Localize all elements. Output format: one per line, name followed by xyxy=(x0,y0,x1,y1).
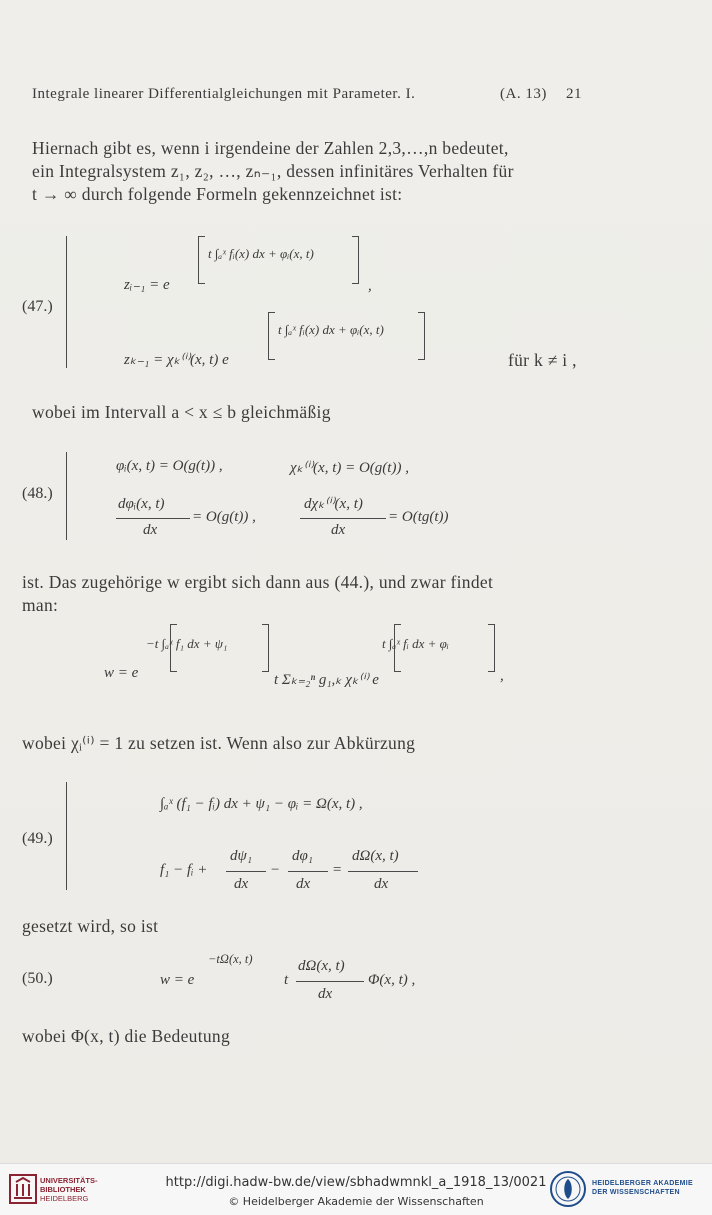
equation-50-fraction-bar xyxy=(296,981,364,982)
section-reference: (A. 13) xyxy=(500,86,547,102)
equation-50-rhs: Φ(x, t) , xyxy=(368,972,416,988)
equation-50-denominator: dx xyxy=(318,986,333,1002)
equation-48-label: (48.) xyxy=(22,485,53,502)
equation-48-fraction-1-numerator: dφᵢ(x, t) xyxy=(118,496,165,512)
equation-49-fraction-2-numerator: dφ₁ xyxy=(292,848,314,864)
academy-seal-icon xyxy=(549,1170,587,1208)
copyright-notice: © Heidelberger Akademie der Wissenschaften xyxy=(228,1195,484,1208)
paragraph-1-line-1: Hiernach gibt es, wenn i irgendeine der Zahlen 2,3,…,n bedeutet, xyxy=(32,138,509,158)
permalink-url[interactable]: http://digi.hadw-bw.de/view/sbhadwmnkl_a_1918_13/0021 xyxy=(165,1175,547,1190)
eq47-bracket-left-1 xyxy=(198,236,205,284)
equation-47-line-1-lhs: zᵢ₋₁ = e xyxy=(124,277,170,293)
running-title: Integrale linearer Differentialgleichungen mit Parameter. I. xyxy=(32,86,416,102)
equation-49-equals: = xyxy=(332,862,343,878)
equation-47-condition: für k ≠ i , xyxy=(508,350,577,370)
academy-logo-text xyxy=(592,1179,693,1197)
equation-49-fraction-3-denominator: dx xyxy=(374,876,389,892)
equation-49-fraction-3-numerator: dΩ(x, t) xyxy=(352,848,399,864)
equation-49-fraction-1-numerator: dψ₁ xyxy=(230,848,253,864)
equation-w-sum: t Σₖ₌₂ⁿ g₁,ₖ χₖ⁽ⁱ⁾ e xyxy=(274,672,379,688)
equation-49-brace xyxy=(66,782,67,890)
paragraph-1-line-2: ein Integralsystem z₁, z₂, …, zₙ₋₁, dessen infinitäres Verhalten für xyxy=(32,161,514,181)
viewer-footer xyxy=(0,1163,712,1215)
equation-48-line-1-b: χₖ⁽ⁱ⁾(x, t) = O(g(t)) , xyxy=(290,460,409,476)
equation-w-exponent-2: t ∫ₐˣ fᵢ dx + φᵢ xyxy=(382,636,449,651)
logo-right-line-1: HEIDELBERGER AKADEMIE xyxy=(592,1180,693,1187)
equation-49-fraction-1-bar xyxy=(226,871,266,872)
equation-47-line-1-exponent: t ∫ₐˣ fᵢ(x) dx + φᵢ(x, t) xyxy=(208,246,314,261)
equation-48-rhs-1: = O(g(t)) , xyxy=(192,509,256,525)
equation-47-brace xyxy=(66,236,67,368)
equation-47-line-2-exponent: t ∫ₐˣ fᵢ(x) dx + φᵢ(x, t) xyxy=(278,322,384,337)
paragraph-6: wobei Φ(x, t) die Bedeutung xyxy=(22,1026,230,1046)
logo-right-line-2: DER WISSENSCHAFTEN xyxy=(592,1189,680,1196)
equation-48-fraction-2-denominator: dx xyxy=(331,522,346,538)
equation-49-minus: − xyxy=(270,862,281,878)
equation-48-line-1-a: φᵢ(x, t) = O(g(t)) , xyxy=(116,458,223,474)
equation-48-rhs-2: = O(tg(t)) xyxy=(388,509,449,525)
equation-50-exponent: −tΩ(x, t) xyxy=(208,952,253,966)
paragraph-4: wobei χᵢ⁽ⁱ⁾ = 1 zu setzen ist. Wenn also zur Abkürzung xyxy=(22,733,416,753)
equation-48-brace xyxy=(66,452,67,540)
equation-47-line-2-lhs: zₖ₋₁ = χₖ⁽ⁱ⁾(x, t) e xyxy=(124,352,229,368)
equation-50-t: t xyxy=(284,972,289,988)
logo-left-line-2: BIBLIOTHEK xyxy=(40,1185,86,1194)
eq47-bracket-right-1 xyxy=(352,236,359,284)
equation-50-label: (50.) xyxy=(22,970,53,987)
eq-w-bracket-right-1 xyxy=(262,624,269,672)
page-number: 21 xyxy=(566,86,582,102)
equation-48-fraction-1-denominator: dx xyxy=(143,522,158,538)
equation-49-fraction-1-denominator: dx xyxy=(234,876,249,892)
equation-w-lhs: w = e xyxy=(104,665,139,681)
paragraph-3-line-2: man: xyxy=(22,595,59,615)
equation-49-fraction-3-bar xyxy=(348,871,418,872)
equation-w-comma: , xyxy=(500,668,504,684)
equation-49-label: (49.) xyxy=(22,830,53,847)
equation-49-fraction-2-bar xyxy=(288,871,328,872)
paragraph-2: wobei im Intervall a < x ≤ b gleichmäßig xyxy=(32,402,331,422)
equation-49-fraction-2-denominator: dx xyxy=(296,876,311,892)
equation-49-line-2-left: f₁ − fᵢ + xyxy=(160,862,208,878)
equation-48-fraction-2-numerator: dχₖ⁽ⁱ⁾(x, t) xyxy=(304,496,363,512)
equation-48-fraction-1-bar xyxy=(116,518,190,519)
logo-left-line-3: HEIDELBERG xyxy=(40,1194,89,1203)
paragraph-5: gesetzt wird, so ist xyxy=(22,916,159,936)
paragraph-1-line-3: t → ∞ durch folgende Formeln gekennzeichnet ist: xyxy=(32,184,403,204)
equation-48-fraction-2-bar xyxy=(300,518,386,519)
equation-50-numerator: dΩ(x, t) xyxy=(298,958,345,974)
equation-w-exponent-1: −t ∫ₐˣ f₁ dx + ψ₁ xyxy=(146,636,228,651)
eq47-bracket-left-2 xyxy=(268,312,275,360)
eq-w-bracket-right-2 xyxy=(488,624,495,672)
logo-left-line-1: UNIVERSITÄTS- xyxy=(40,1176,98,1185)
equation-49-line-1: ∫ₐˣ (f₁ − fᵢ) dx + ψ₁ − φᵢ = Ω(x, t) , xyxy=(160,796,363,812)
equation-47-line-1-comma: , xyxy=(368,278,372,294)
eq47-bracket-right-2 xyxy=(418,312,425,360)
equation-47-label: (47.) xyxy=(22,298,53,315)
equation-50-lhs: w = e xyxy=(160,972,195,988)
paragraph-3-line-1: ist. Das zugehörige w ergibt sich dann aus (44.), und zwar findet xyxy=(22,572,494,592)
